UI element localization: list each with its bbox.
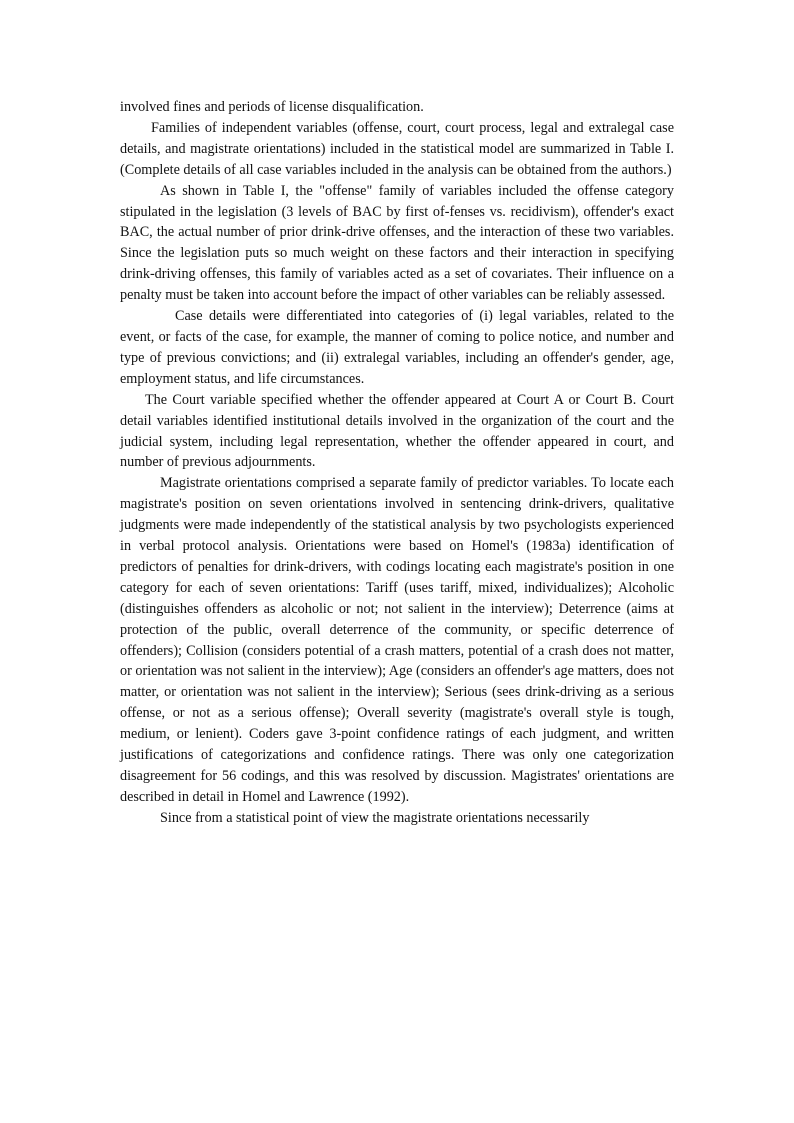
paragraph-variable-families: Families of independent variables (offense, court, court process, legal and extralegal case details, and magistrate orientations) included in the statistical model are summarized in Table I. (Complete details of all case variables included in the analysis can be obtained from the authors.)	[120, 119, 674, 178]
paragraph-court-variable: The Court variable specified whether the offender appeared at Court A or Court B. Court detail variables identified institutional details involved in the organization of the court and the judicial system, including legal representation, whether the offender appeared in court, and number of previous adjournments.	[120, 391, 674, 471]
paragraph-offense-family: As shown in Table I, the "offense" family of variables included the offense category stipulated in the legislation (3 levels of BAC by first of-fenses vs. recidivism), offender's exact BAC, the actual number of prior drink-drive offenses, and the interaction of these two variables. Since the legislation puts so much weight on these factors and their interaction in specifying drink-driving offenses, this family of variables acted as a set of covariates. Their influence on a penalty must be taken into account before the impact of other variables can be reliably assessed.	[120, 182, 674, 304]
document-page	[120, 97, 674, 829]
paragraph-case-details: Case details were differentiated into categories of (i) legal variables, related to the event, or facts of the case, for example, the manner of coming to police notice, and number and type of previous convictions; and (ii) extralegal variables, including an offender's gender, age, employment status, and life circumstances.	[120, 308, 674, 387]
paragraph-statistical-note: Since from a statistical point of view the magistrate orientations necessarily	[160, 809, 590, 826]
paragraph-penalties-continued: involved fines and periods of license disqualification.	[120, 99, 424, 115]
paragraph-magistrate-orientations: Magistrate orientations comprised a separate family of predictor variables. To locate each magistrate's position on seven orientations involved in sentencing drink-drivers, qualitative judgments were made independently of the statistical analysis by two psychologists experienced in verbal protocol analysis. Orientations were based on Homel's (1983a) identification of predictors of penalties for drink-drivers, with codings locating each magistrate's position in one category for each of seven orientations: Tariff (uses tariff, mixed, individualizes); Alcoholic (distinguishes offenders as alcoholic or not; not salient in the interview); Deterrence (aims at protection of the public, overall deterrence of the community, or specific deterrence of offenders); Collision (considers potential of a crash matters, potential of a crash does not matter, or orientation was not salient in the interview); Age (considers an offender's age matters, does not matter, or orientation was not salient in the interview); Serious (sees drink-driving as a serious offense, or not as a serious offense); Overall severity (magistrate's overall style is tough, medium, or lenient). Coders gave 3-point confidence ratings of each judgment, and written justifications of categorizations and confidence ratings. There was only one categorization disagreement for 56 codings, and this was resolved by discussion. Magistrates' orientations are described in detail in Homel and Lawrence (1992).	[120, 475, 674, 805]
